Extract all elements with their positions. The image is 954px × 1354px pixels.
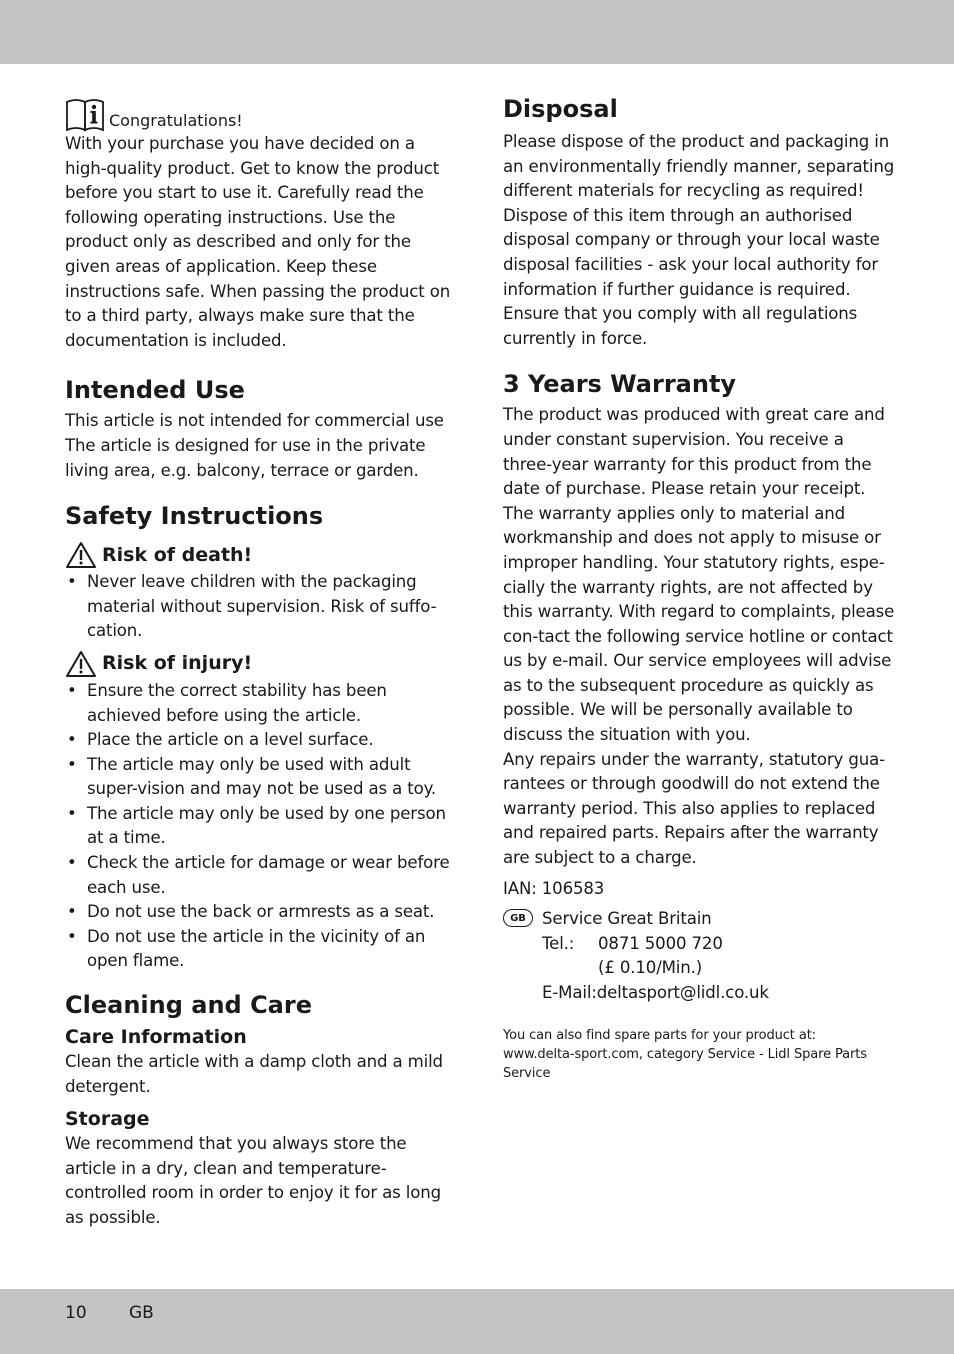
disposal-heading: Disposal — [503, 95, 618, 123]
risk-of-death-header — [65, 540, 457, 570]
spare-parts-line-2: www.delta-sport.com, category Service - Lidl Spare Parts Service — [503, 1046, 867, 1081]
risk-of-death-list — [65, 570, 457, 644]
right-column — [503, 94, 895, 1083]
intro-body: With your purchase you have decided on a high-quality product. Get to know the product before you start to use it. Carefully read the following operating instructions. Use the product only as described and only for the given areas of application. Keep these instructions safe. When passing the product on to a third party, always make sure that the documentation is included. — [65, 134, 451, 350]
storage-heading: Storage — [65, 1108, 150, 1131]
info-book-icon — [65, 98, 105, 132]
service-title: Service Great Britain — [542, 909, 712, 929]
phone-values — [598, 932, 723, 981]
warranty-heading: 3 Years Warranty — [503, 370, 737, 399]
intended-use-body: This article is not intended for commercial use The article is designed for use in the private living area, e.g. balcony, terrace or garden. — [65, 411, 444, 480]
left-column — [65, 94, 457, 1231]
page-number: 10 — [65, 1303, 87, 1323]
risk-of-death-heading: Risk of death! — [102, 543, 253, 566]
top-header-bar — [0, 0, 954, 64]
cleaning-heading: Cleaning and Care — [65, 991, 312, 1020]
service-details — [542, 907, 769, 1005]
phone-number: 0871 5000 720 — [598, 933, 723, 953]
care-info-heading: Care Information — [65, 1026, 247, 1049]
intro-heading: Congratulations! — [109, 111, 243, 130]
phone-rate: (£ 0.10/Min.) — [598, 958, 703, 978]
risk-of-injury-list — [65, 679, 457, 974]
country-badge: GB — [503, 909, 533, 927]
list-item: • Ensure the correct stability has been achieved before using the article. — [65, 679, 457, 728]
phone-label: Tel.: — [542, 933, 575, 953]
service-email: E-Mail:deltasport@lidl.co.uk — [542, 983, 769, 1002]
risk-of-injury-header — [65, 649, 457, 679]
list-item: • Check the article for damage or wear before each use. — [65, 851, 457, 900]
list-item: • The article may only be used with adult super-vision and may not be used as a toy. — [65, 753, 457, 802]
warranty-paragraph-3: Any repairs under the warranty, statutory gua-rantees or through goodwill do not extend the warranty period. This also applies to replaced and repaired parts. Repairs after the warranty are subject to a charge. — [503, 749, 885, 868]
care-info-body: Clean the article with a damp cloth and a mild detergent. — [65, 1052, 443, 1096]
page-language: GB — [129, 1303, 154, 1323]
intro-header — [65, 94, 457, 132]
service-contact — [503, 907, 895, 1005]
service-phone-row — [542, 932, 769, 981]
intended-use-heading: Intended Use — [65, 376, 245, 405]
list-item: • Never leave children with the packaging material without supervision. Risk of suffo-cation. — [65, 570, 457, 644]
list-item: • The article may only be used by one person at a time. — [65, 802, 457, 851]
list-item: • Place the article on a level surface. — [65, 728, 457, 753]
storage-body: We recommend that you always store the article in a dry, clean and temperature-controlled room in order to enjoy it for as long as possible. — [65, 1134, 441, 1227]
warranty-paragraph-2: The warranty applies only to material and workmanship and does not apply to misuse or improper handling. Your statutory rights, espe-cially the warranty rights, are not affected by this warranty. With regard to complaints, please con-tact the following service hotline or contact us by e-mail. Our service employees will advise as to the subsequent procedure as quickly as possible. We will be personally available to discuss the situation with you. — [503, 503, 895, 745]
spare-parts-line-1: You can also find spare parts for your product at: — [503, 1027, 816, 1043]
list-item: • Do not use the back or armrests as a seat. — [65, 900, 457, 925]
disposal-body: Please dispose of the product and packaging in an environmentally friendly manner, separating different materials for recycling as required! Dispose of this item through an authorised disposal company or through your local waste disposal facilities - ask your local authority for information if further guidance is required. Ensure that you comply with all regulations currently in force. — [503, 132, 895, 348]
warning-triangle-icon — [65, 541, 97, 569]
list-item: • Do not use the article in the vicinity of an open flame. — [65, 925, 457, 974]
warranty-paragraph-1: The product was produced with great care and under constant supervision. You receive a three-year warranty for this product from the date of purchase. Please retain your receipt. — [503, 405, 885, 499]
safety-heading: Safety Instructions — [65, 502, 324, 531]
risk-of-injury-heading: Risk of injury! — [102, 652, 253, 675]
warning-triangle-icon — [65, 650, 97, 678]
ian-number: IAN: 106583 — [503, 878, 605, 898]
